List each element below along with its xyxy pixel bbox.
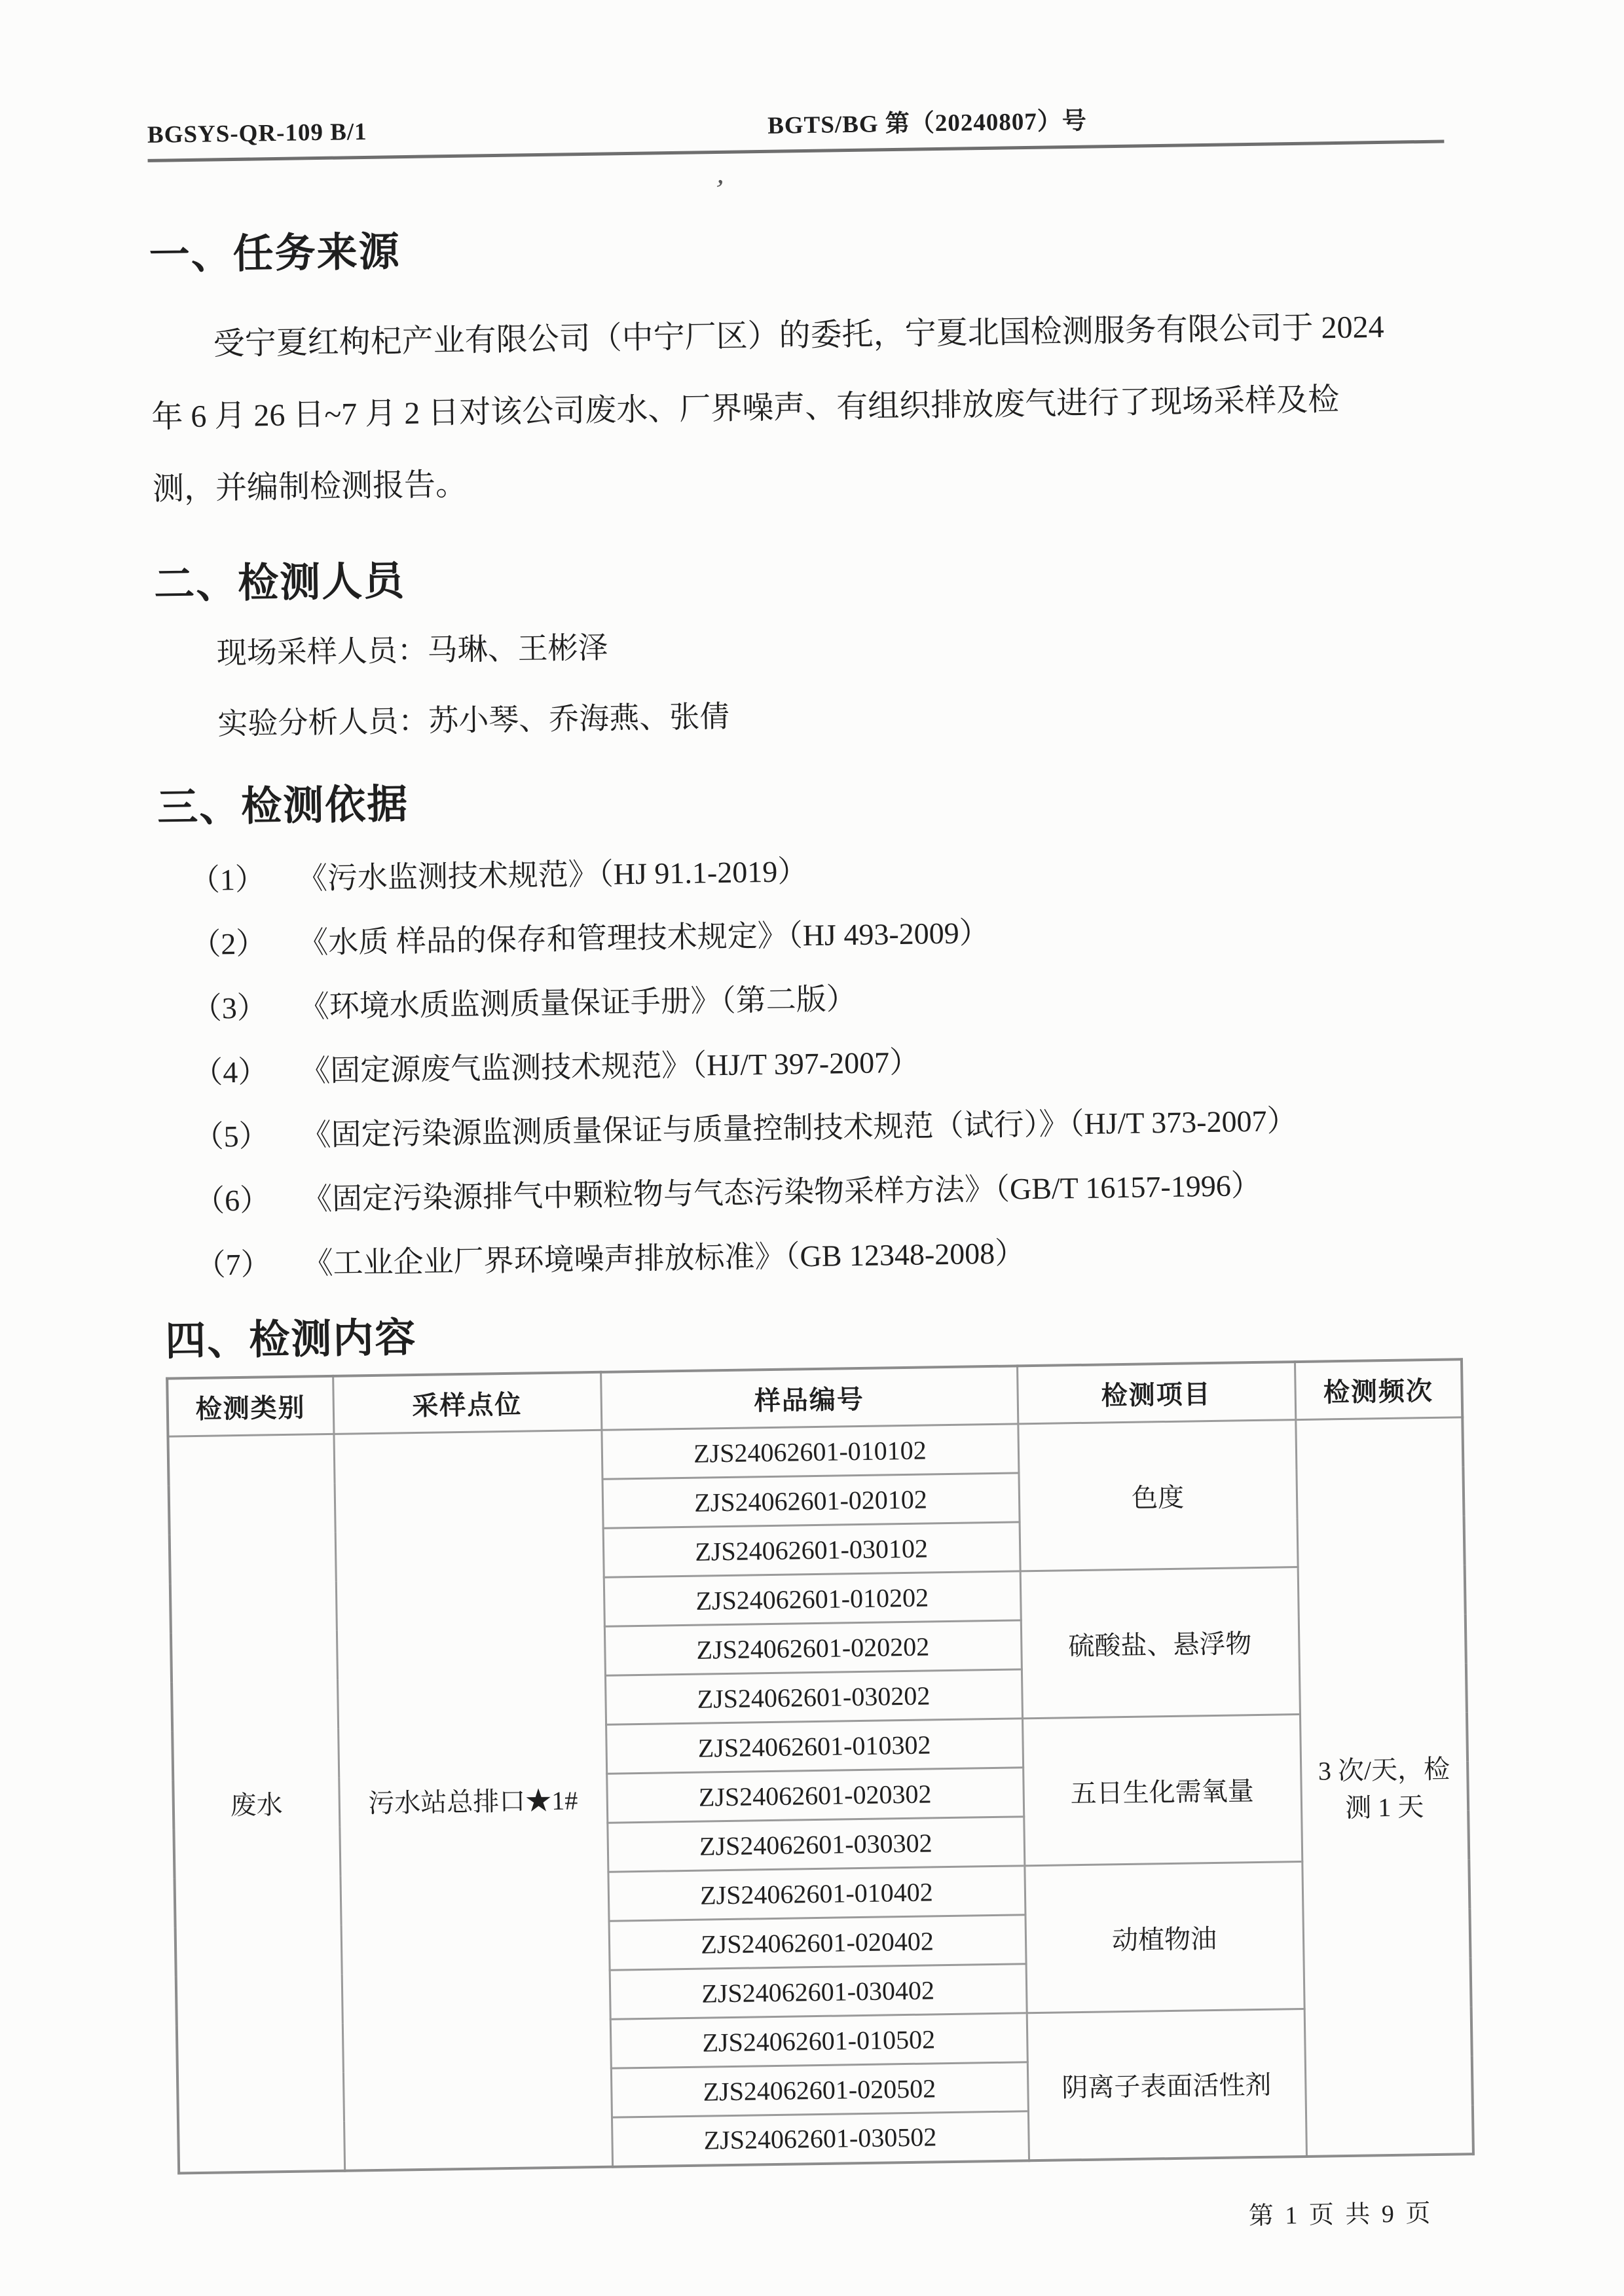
basis-item-number: （4） <box>192 1055 268 1090</box>
sample-id-cell: ZJS24062601-030102 <box>603 1522 1020 1577</box>
basis-item-number: （3） <box>191 991 268 1026</box>
paragraph-line: 受宁夏红枸杞产业有限公司（中宁厂区）的委托，宁夏北国检测服务有限公司于 2024 <box>213 309 1384 362</box>
sample-id-cell: ZJS24062601-020102 <box>602 1473 1020 1528</box>
project-cell: 硫酸盐、悬浮物 <box>1020 1567 1300 1719</box>
sampling-personnel-line: 现场采样人员：马琳、王彬泽 <box>216 630 609 670</box>
sample-id-cell: ZJS24062601-010402 <box>608 1866 1025 1921</box>
section-title-personnel: 二、检测人员 <box>153 559 406 608</box>
report-number: BGTS/BG 第（20240807）号 <box>767 107 1088 139</box>
basis-item-text: 《工业企业厂界环境噪声排放标准》（GB 12348-2008） <box>303 1236 1025 1281</box>
section-title-task-source: 一、任务来源 <box>149 230 401 278</box>
sample-id-cell: ZJS24062601-020402 <box>609 1915 1026 1970</box>
sample-id-cell: ZJS24062601-030302 <box>607 1817 1024 1872</box>
basis-item-text: 《固定污染源监测质量保证与质量控制技术规范（试行）》（HJ/T 373-2007） <box>301 1104 1297 1152</box>
page-footer <box>178 2192 1475 2247</box>
table-header-project: 检测项目 <box>1017 1362 1295 1424</box>
basis-list <box>158 829 1461 1298</box>
sample-id-cell: ZJS24062601-020202 <box>604 1620 1022 1675</box>
content-table <box>166 1358 1475 2174</box>
paragraph-line: 年 6 月 26 日~7 月 2 日对该公司废水、厂界噪声、有组织排放废气进行了现场采样及检 <box>151 382 1340 435</box>
sample-id-cell: ZJS24062601-010102 <box>601 1424 1018 1479</box>
sample-id-cell: ZJS24062601-010202 <box>604 1571 1021 1626</box>
table-header-sample-id: 样品编号 <box>600 1366 1018 1430</box>
basis-item-text: 《固定污染源排气中颗粒物与气态污染物采样方法》（GB/T 16157-1996） <box>301 1168 1262 1216</box>
sampling-point-cell: 污水站总排口★1# <box>333 1430 612 2170</box>
basis-item-number: （5） <box>193 1119 270 1154</box>
basis-item-number: （7） <box>195 1247 271 1282</box>
basis-item-text: 《水质 样品的保存和管理技术规定》（HJ 493-2009） <box>297 915 990 960</box>
basis-item-text: 《环境水质监测质量保证手册》（第二版） <box>299 981 857 1024</box>
sample-id-cell: ZJS24062601-020302 <box>606 1768 1024 1823</box>
table-header-frequency: 检测频次 <box>1295 1359 1462 1419</box>
basis-item-text: 《固定源废气监测技术规范》（HJ/T 397-2007） <box>299 1045 920 1088</box>
project-cell: 五日生化需氧量 <box>1022 1715 1302 1866</box>
section-title-content: 四、检测内容 <box>164 1315 417 1364</box>
personnel-block <box>155 600 1453 760</box>
category-cell: 废水 <box>168 1434 344 2173</box>
table-header-sampling-point: 采样点位 <box>333 1372 601 1434</box>
sample-id-cell: ZJS24062601-030202 <box>605 1669 1022 1724</box>
basis-item-text: 《污水监测技术规范》（HJ 91.1-2019） <box>297 854 808 896</box>
basis-item-number: （2） <box>190 926 267 962</box>
table-header-category: 检测类别 <box>167 1376 333 1436</box>
task-source-paragraph <box>150 290 1450 525</box>
sample-id-cell: ZJS24062601-030402 <box>610 1964 1027 2019</box>
sample-id-cell: ZJS24062601-010502 <box>610 2013 1027 2068</box>
basis-item-number: （6） <box>194 1183 270 1218</box>
section-title-basis: 三、检测依据 <box>157 782 409 831</box>
sample-id-cell: ZJS24062601-020502 <box>611 2062 1028 2117</box>
doc-code: BGSYS-QR-109 B/1 <box>147 118 367 149</box>
frequency-cell: 3 次/天，检测 1 天 <box>1295 1417 1473 2157</box>
document-header <box>147 96 1445 150</box>
lab-personnel-line: 实验分析人员：苏小琴、乔海燕、张倩 <box>217 699 730 741</box>
scan-artifact: ʼ <box>710 172 727 206</box>
content-table-body <box>168 1417 1473 2173</box>
sample-id-cell: ZJS24062601-010302 <box>606 1719 1023 1774</box>
basis-item-number: （1） <box>189 862 266 898</box>
page-number: 第 1 页 共 9 页 <box>1248 2199 1433 2230</box>
paragraph-line: 测，并编制检测报告。 <box>152 467 468 507</box>
project-cell: 动植物油 <box>1024 1862 1304 2013</box>
sample-id-cell: ZJS24062601-030502 <box>612 2111 1029 2166</box>
project-cell: 色度 <box>1018 1420 1297 1571</box>
project-cell: 阴离子表面活性剂 <box>1027 2009 1306 2160</box>
